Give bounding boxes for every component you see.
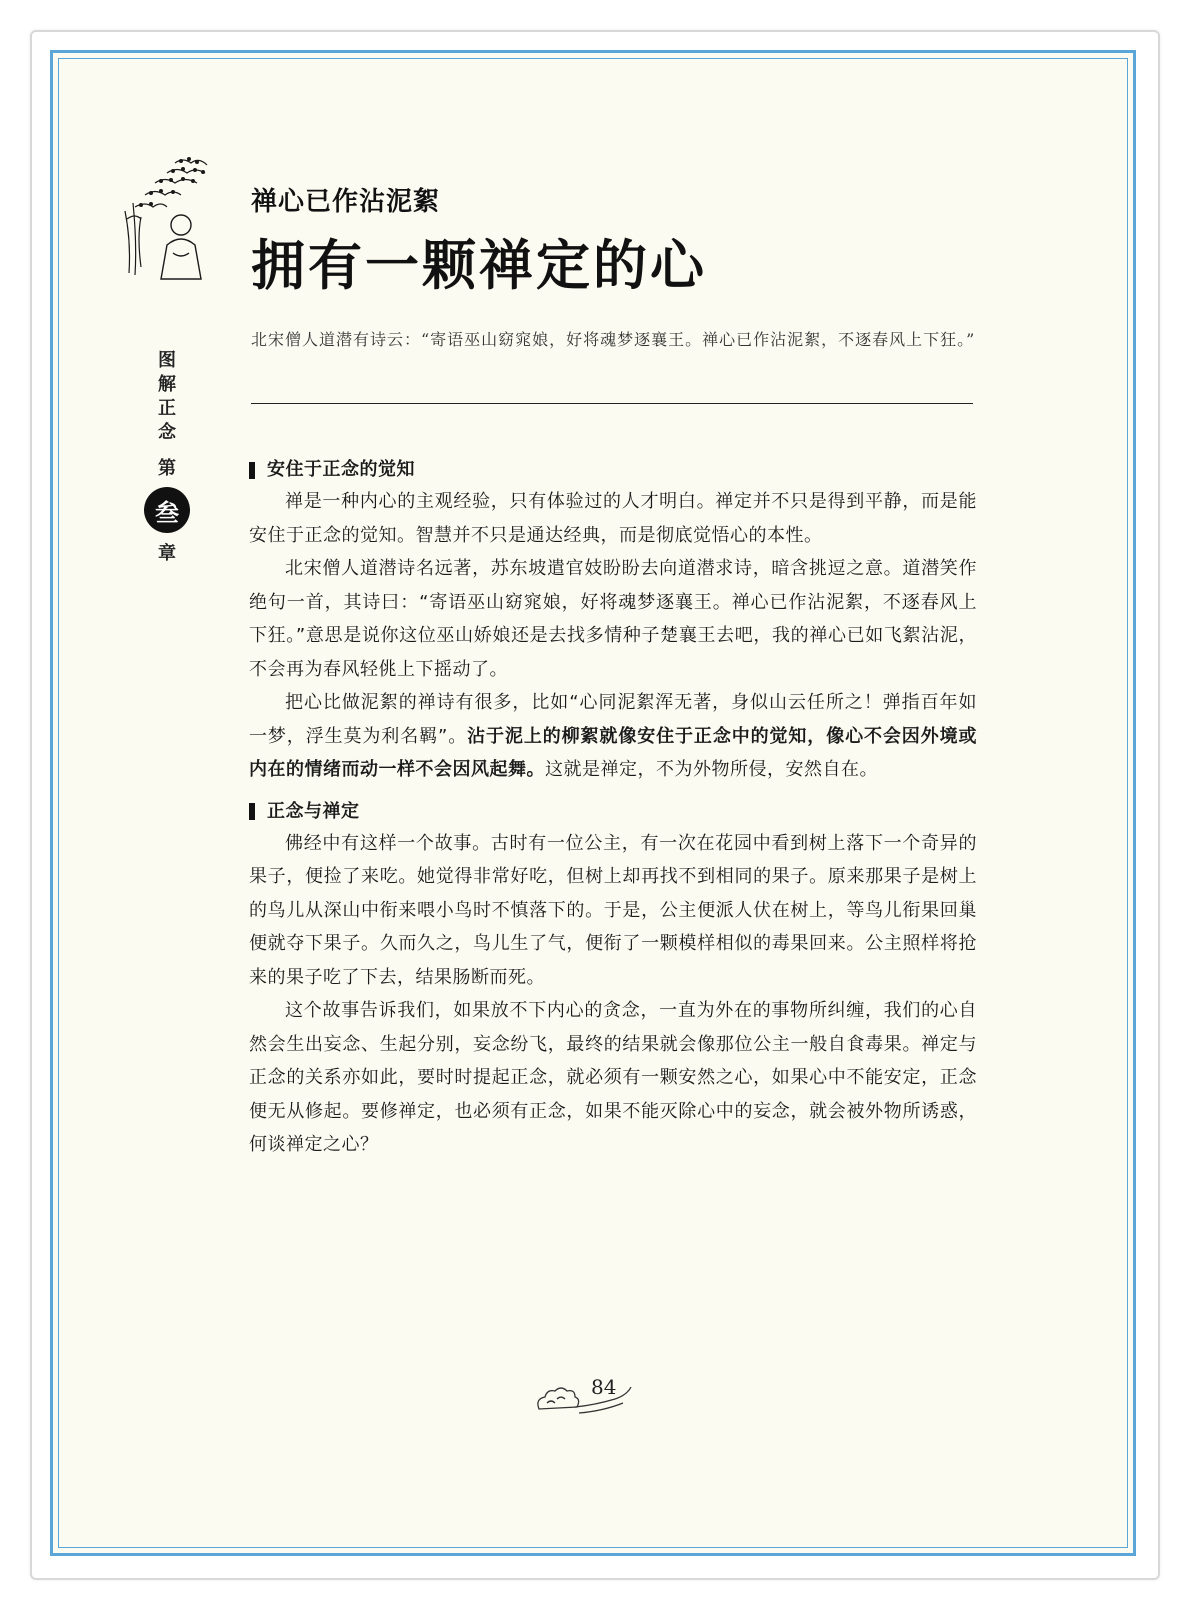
section-subtitle: 禅心已作沾泥絮 [251, 187, 441, 217]
chapter-number-badge: 叁 [144, 487, 190, 533]
heading-marker-icon [249, 803, 255, 820]
book-title-vertical [158, 349, 176, 445]
paragraph-bold-text: 沾于泥上的柳絮就像安住于正念中的觉知，像心不会因外境或内在的情绪而动一样不会因风起舞。 [249, 725, 978, 780]
chapter-zhang: 章 [158, 543, 176, 564]
monk-under-tree-illustration [115, 153, 211, 281]
paragraph: 佛经中有这样一个故事。古时有一位公主，有一次在花园中看到树上落下一个奇异的果子，便捡了来吃。她觉得非常好吃，但树上却再找不到相同的果子。原来那果子是树上的鸟儿从深山中衔来喂小鸟时不慎落下的。于是，公主便派人伏在树上，等鸟儿衔果回巢便就夺下果子。久而久之，鸟儿生了气，便衔了一颗模样相似的毒果回来。公主照样将抢来的果子吃了下去，结果肠断而死。 [249, 832, 977, 988]
page-number: 84 [591, 1375, 617, 1399]
book-page [50, 50, 1136, 1556]
chapter-di: 第 [158, 458, 176, 479]
page-title: 拥有一颗禅定的心 [251, 233, 707, 297]
paragraph-text: 这就是禅定，不为外物所侵，安然自在。 [545, 759, 878, 780]
paragraph-text: 把心比做泥絮的禅诗有很多，比如“心同泥絮浑无著，身似山云任所之！弹指百年如一梦，浮生莫为利名羁”。 [249, 692, 977, 747]
book-title-char: 图 [158, 350, 176, 371]
paragraph: 北宋僧人道潜诗名远著，苏东坡遣官妓盼盼去向道潜求诗，暗含挑逗之意。道潜笑作绝句一首，其诗曰：“寄语巫山窈窕娘，好将魂梦逐襄王。禅心已作沾泥絮，不逐春风上下狂。”意思是说你这位巫山娇娘还是去找多情种子楚襄王去吧，我的禅心已如飞絮沾泥，不会再为春风轻佻上下摇动了。 [249, 558, 977, 680]
section-heading [249, 797, 977, 827]
book-title-char: 正 [158, 398, 176, 419]
intro-quote: 北宋僧人道潜有诗云：“寄语巫山窈窕娘，好将魂梦逐襄王。禅心已作沾泥絮，不逐春风上下狂。” [251, 330, 976, 349]
section-heading [249, 455, 977, 485]
section-heading-text: 安住于正念的觉知 [267, 459, 415, 480]
paragraph: 禅是一种内心的主观经验，只有体验过的人才明白。禅定并不只是得到平静，而是能安住于正念的觉知。智慧并不只是通达经典，而是彻底觉悟心的本性。 [249, 491, 977, 546]
paragraph: 这个故事告诉我们，如果放不下内心的贪念，一直为外在的事物所纠缠，我们的心自然会生出妄念、生起分别，妄念纷飞，最终的结果就会像那位公主一般自食毒果。禅定与正念的关系亦如此，要时时提起正念，就必须有一颗安然之心，如果心中不能安定，正念便无从修起。要修禅定，也必须有正念，如果不能灭除心中的妄念，就会被外物所诱惑，何谈禅定之心？ [249, 1000, 977, 1155]
paragraph [249, 686, 977, 787]
book-title-char: 解 [158, 374, 176, 395]
article-body [249, 455, 977, 1162]
section-heading-text: 正念与禅定 [267, 800, 360, 822]
heading-marker-icon [249, 462, 255, 479]
chapter-side-label [155, 349, 179, 565]
book-title-char: 念 [158, 422, 176, 443]
divider-rule [251, 403, 973, 404]
